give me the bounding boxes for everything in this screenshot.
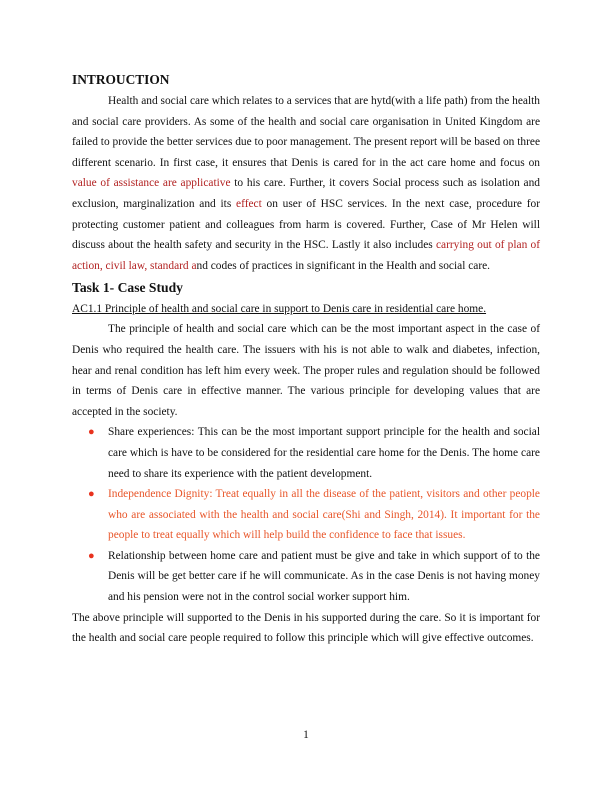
- list-item-text: Independence Dignity: Treat equally in all the disease of the patient, visitors and other people who are associated with the health and social care(Shi and Singh, 2014). It important for the people to treat equally which will help build the confidence to face that issues.: [108, 488, 540, 542]
- principles-list: [72, 422, 540, 607]
- intro-text-d: nd codes of practices in significant in the Health and social care.: [196, 259, 491, 272]
- intro-highlight-1: value of assistance are applicative: [72, 177, 231, 190]
- task-paragraph-2: The above principle will supported to the Denis in his supported during the care. So it is important for the health and social care people required to follow this principle which will give effective outcomes.: [72, 611, 540, 645]
- introduction-paragraph: [72, 91, 540, 276]
- bullet-icon: ●: [88, 549, 95, 562]
- list-item-relationship: [72, 546, 540, 608]
- task-heading: Task 1- Case Study: [72, 280, 183, 296]
- intro-highlight-2: effect: [236, 197, 262, 210]
- task-subheading: AC1.1 Principle of health and social care in support to Denis care in residential care home.: [72, 303, 487, 316]
- bullet-icon: ●: [88, 426, 95, 439]
- list-item-text: Share experiences: This can be the most important support principle for the health and social care which is have to be considered for the residential care home for the Denis. The home care need to share its experience with the patient development.: [108, 426, 540, 480]
- list-item-share-experiences: [72, 422, 540, 484]
- page-content: [72, 71, 540, 649]
- intro-text-a: Health and social care which relates to a services that are hytd(with a life path) from the health and social care providers. As some of the health and social care organisation in United Kingdom are failed to provide the better services due to poor management. The present report will be based on three different scenario. In first case, it ensures that Denis is cared for in the act care home and focus on: [72, 95, 540, 169]
- list-item-independence-dignity: [72, 484, 540, 546]
- page-number: 1: [303, 729, 309, 741]
- task-paragraph-1: The principle of health and social care which can be the most important aspect in the case of Denis who required the health care. The issuers with his is not able to walk and diabetes, infection, hear and renal condition has left him every week. The proper rules and regulation should be followed in terms of Denis care in effective manner. The various principle for developing values that are accepted in the society.: [72, 323, 540, 418]
- intro-text-b: to his care. Further, it covers Social process such as isolation and exclusion, marginalization and its: [72, 177, 540, 210]
- intro-text-c: on user of HSC services. In the next case, procedure for protecting customer patient and colleagues from harm is covered. Further, Case of Mr Helen will discuss about the health safety and security in the HSC. Lastly it also includes: [72, 197, 540, 252]
- list-item-text: Relationship between home care and patient must be give and take in which support of to the Denis will be get better care if he will communicate. As in the case Denis is not having money and his pension were not in the control social worker support him.: [108, 549, 540, 604]
- intro-highlight-3: carrying out of plan of action, civil law, standard a: [72, 239, 541, 272]
- bullet-icon: ●: [88, 488, 95, 501]
- introduction-heading: INTROUCTION: [72, 72, 170, 87]
